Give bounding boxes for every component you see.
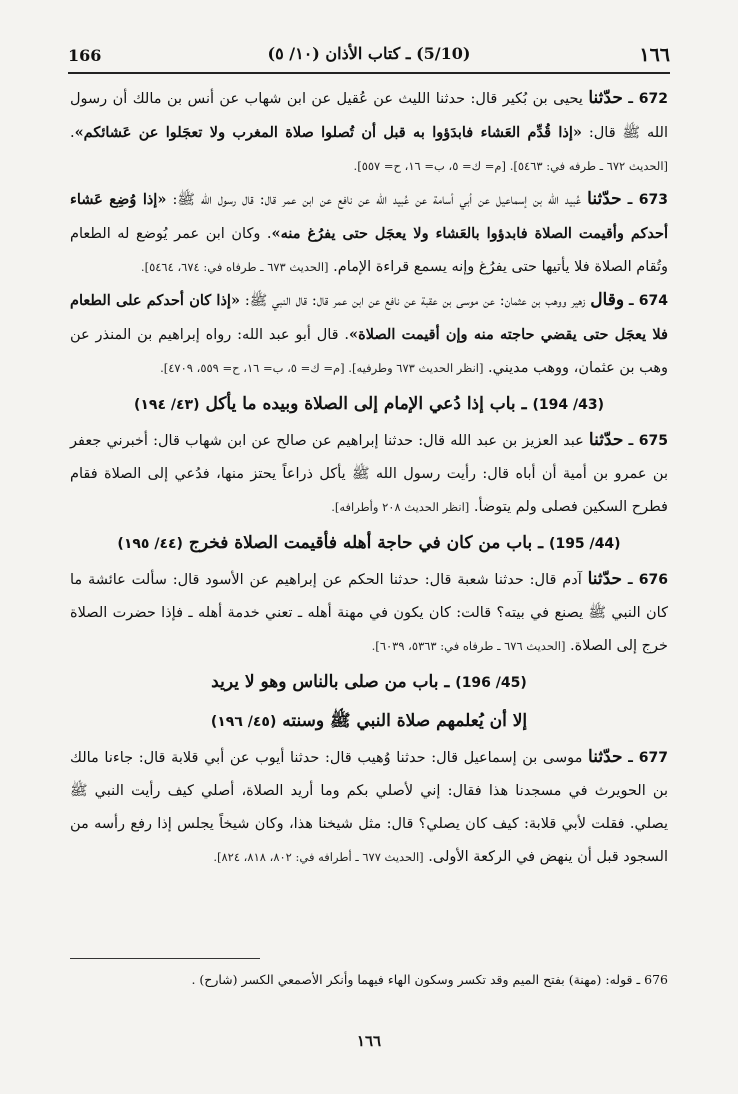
hadith-chain: عبد العزيز بن عبد الله قال: حدثنا إبراهيم عن صالح عن ابن شهاب قال: أخبرني جعفر بن عمرو بن أمية أن أباه قال: رأيت رسول الله ﷺ يأكل ذراعاً يحتز منها، فدُعي إلى الصلاة فقام فطرح السكين فصلى ولم يتوضأ. — [70, 433, 668, 515]
chapter-number: (45/ 196) — [455, 675, 527, 691]
hadith-chain: يحيى بن بُكير قال: حدثنا الليث عن عُقيل عن ابن شهاب عن أنس بن مالك أن رسول الله ﷺ قال: — [70, 91, 668, 141]
hadith-677 — [70, 741, 668, 874]
running-title: (5/10) ـ كتاب الأذان (١٠/ ٥) — [267, 44, 471, 63]
chapter-number: (44/ 195) — [549, 536, 621, 552]
chapter-number: (43/ 194) — [532, 397, 605, 413]
hadith-opening: حدّثنا — [588, 747, 623, 767]
hadith-675 — [70, 424, 668, 524]
chapter-heading-196 — [70, 663, 668, 741]
hadith-number: 673 ـ — [627, 192, 669, 208]
page-footer — [0, 1032, 738, 1050]
footer-page-number: ١٦٦ — [356, 1032, 382, 1050]
prophet-saying: «إذا قُدِّم العَشاء فابدَؤوا به قبل أن تُصلوا صلاة المغرب ولا تعجَلوا عن عَشائكم» — [74, 124, 582, 141]
chapter-number-arabic: (٤٥/ ١٩٦) — [210, 714, 277, 730]
hadith-676 — [70, 563, 668, 663]
hadith-opening: حدّثنا — [587, 569, 623, 589]
chapter-heading-195 — [70, 524, 668, 563]
hadith-chain: آدم قال: حدثنا شعبة قال: حدثنا الحكم عن إبراهيم عن الأسود قال: سألت عائشة ما كان النبي ﷺ يصنع في بيته؟ قالت: كان يكون في مهنة أهله ـ تعني خدمة أهله ـ فإذا حضرت الصلاة خرج إلى الصلاة. — [70, 572, 668, 654]
hadith-number: 676 ـ — [627, 572, 669, 588]
chapter-heading-194 — [70, 385, 668, 424]
hadith-reference: [الحديث ٦٧٧ ـ أطرافه في: ٨٠٢، ٨١٨، ٨٢٤]. — [213, 850, 424, 864]
hadith-674 — [70, 284, 668, 385]
hadith-number: 675 ـ — [628, 433, 668, 449]
hadith-reference: [الحديث ٦٧٦ ـ طرفاه في: ٥٣٦٣، ٦٠٣٩]. — [371, 639, 566, 653]
hadith-chain: عُبيد الله بن إسماعيل عن أبي أسامة عن عُبيد الله عن نافع عن ابن عمر قال: قال رسول الله ﷺ: — [166, 192, 582, 208]
hadith-reference: [انظر الحديث ٦٧٣ وطرفيه]. [م= ك= ٥، ب= ١٦، ح= ٥٥٩، ٤٧٠٩]. — [160, 361, 484, 375]
main-text — [70, 82, 668, 874]
chapter-title: ـ باب إذا دُعي الإمام إلى الصلاة وبيده ما يأكل — [205, 394, 527, 414]
hadith-opening: حدّثنا — [588, 430, 624, 450]
chapter-title-line1: ـ باب من صلى بالناس وهو لا يريد — [211, 672, 450, 692]
chapter-title-line2: إلا أن يُعلمهم صلاة النبي ﷺ وسنته — [282, 711, 528, 731]
hadith-chain: زهير ووهب بن عثمان: عن موسى بن عقبة عن نافع عن ابن عمر قال: قال النبي ﷺ: — [240, 293, 586, 309]
page-number-arabic: ١٦٦ — [639, 44, 670, 66]
hadith-number: 674 ـ — [628, 293, 669, 309]
hadith-reference: [الحديث ٦٧٢ ـ طرفه في: ٥٤٦٣]. [م= ك= ٥، ب= ١٦، ح= ٥٥٧]. — [353, 159, 668, 173]
hadith-673 — [70, 183, 668, 284]
hadith-number: 677 ـ — [628, 750, 669, 766]
prophet-saying: «إذا وُضِع عَشاء أحدكم وأقيمت الصلاة فابدؤوا بالعَشاء ولا يعجَل حتى يفرُغ منه» — [70, 191, 668, 242]
hadith-number: 672 ـ — [628, 91, 669, 107]
chapter-number-arabic: (٤٤/ ١٩٥) — [117, 536, 183, 552]
hadith-672 — [70, 82, 668, 183]
chapter-title: ـ باب من كان في حاجة أهله فأقيمت الصلاة فخرج — [188, 533, 544, 553]
footnote-rule — [70, 958, 260, 959]
hadith-opening: حدّثنا — [588, 88, 623, 108]
header-rule — [68, 72, 670, 74]
chapter-number-arabic: (٤٣/ ١٩٤) — [133, 397, 200, 413]
hadith-reference: [انظر الحديث ٢٠٨ وأطرافه]. — [331, 500, 470, 514]
hadith-opening: وقال — [590, 290, 625, 310]
hadith-continuation: . قال أبو عبد الله: رواه إبراهيم بن المنذر عن وهب بن عثمان، ووهب مديني. — [70, 327, 668, 376]
footnote: 676 ـ قوله: (مهنة) بفتح الميم وقد تكسر وسكون الهاء فيهما وأنكر الأصمعي الكسر (شارح) . — [191, 972, 668, 987]
hadith-continuation: . وكان ابن عمر يُوضع له الطعام وتُقام الصلاة فلا يأتيها حتى يفرُغ وإنه يسمع قراءة الإمام. — [70, 226, 668, 275]
hadith-continuation: . — [70, 125, 75, 141]
page-number-latin: 166 — [68, 46, 102, 65]
hadith-reference: [الحديث ٦٧٣ ـ طرفاه في: ٦٧٤، ٥٤٦٤]. — [140, 260, 329, 274]
prophet-saying: «إذا كان أحدكم على الطعام فلا يعجَل حتى يقضي حاجته منه وإن أقيمت الصلاة» — [70, 292, 668, 343]
hadith-opening: حدّثنا — [587, 189, 622, 209]
hadith-chain: موسى بن إسماعيل قال: حدثنا وُهيب قال: حدثنا أيوب عن أبي قلابة قال: جاءنا مالك بن الحويرث في مسجدنا هذا فقال: إني لأصلي بكم وما أريد الصلاة، أصلي كيف رأيت النبي ﷺ يصلي. فقلت لأبي قلابة: كيف كان يصلي؟ قال: مثل شيخنا هذا، وكان شيخاً يجلس إذا رفع رأسه من السجود قبل أن ينهض في الركعة الأولى. — [70, 750, 668, 865]
